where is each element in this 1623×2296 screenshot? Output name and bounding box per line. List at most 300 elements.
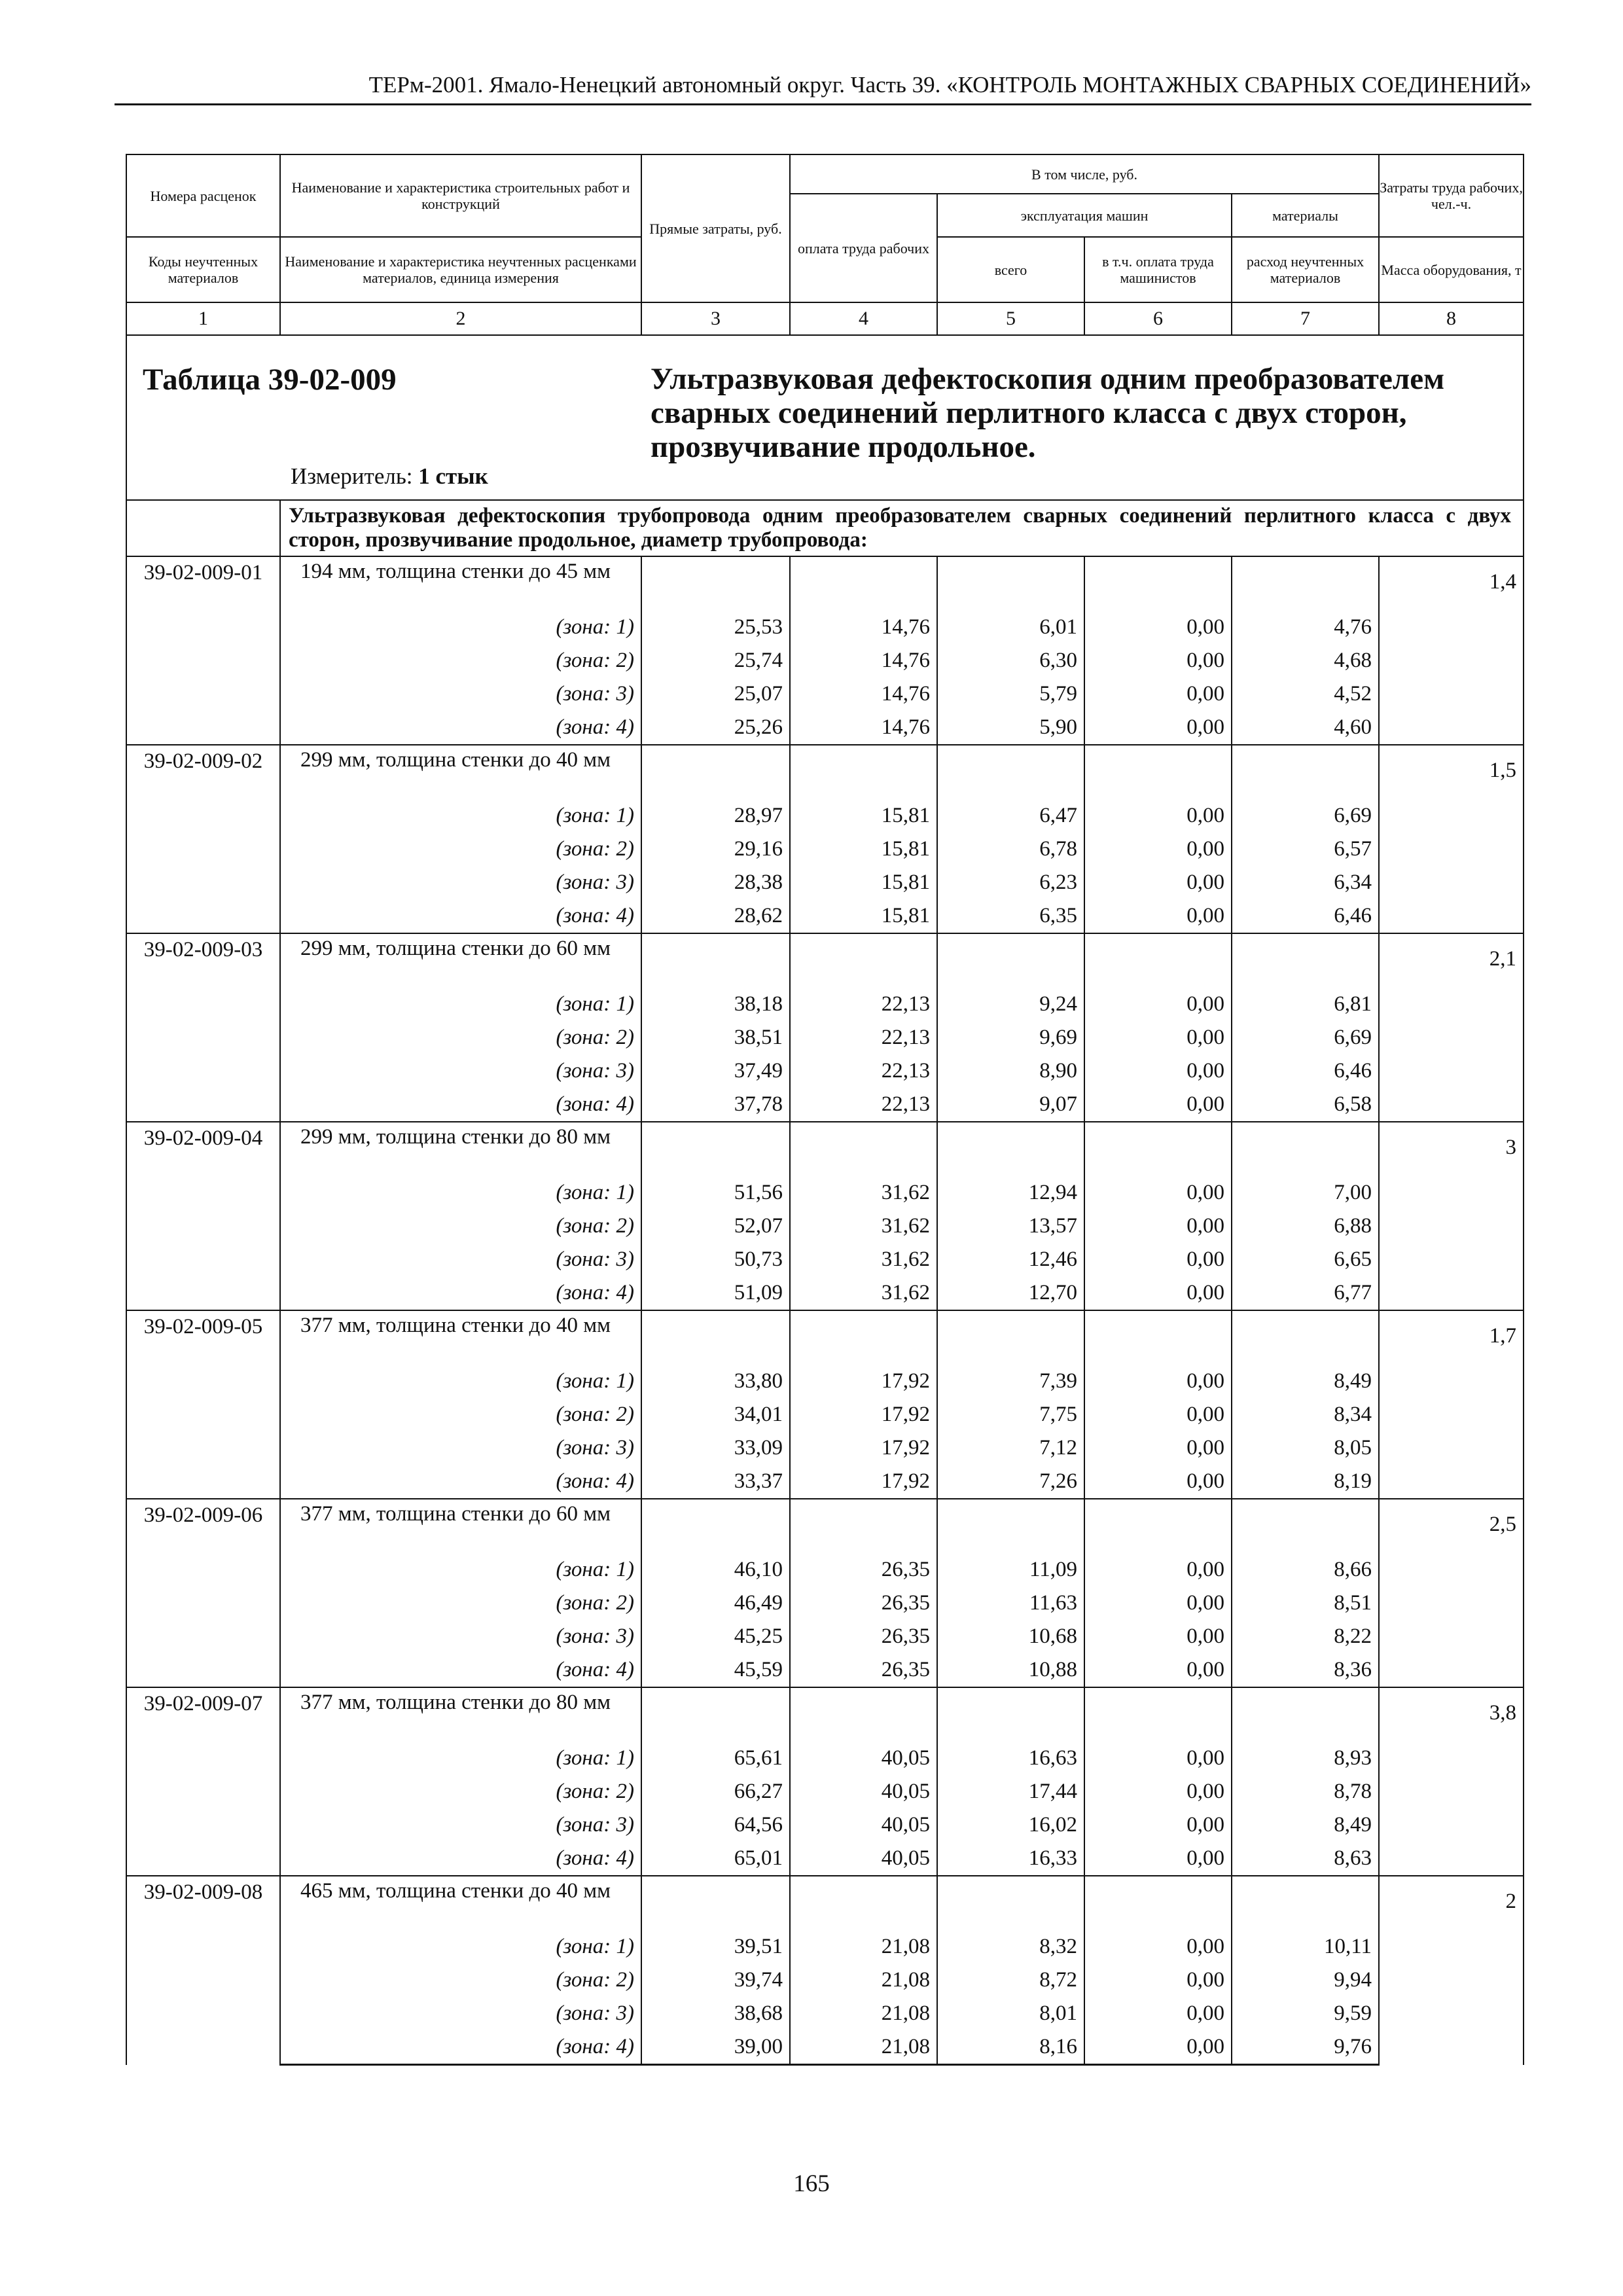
col-machines-total-header: всего bbox=[937, 237, 1084, 302]
empty-cell bbox=[641, 1876, 790, 1930]
equipment-mass: 2 bbox=[1379, 1876, 1524, 2065]
direct-cost: 25,07 bbox=[641, 677, 790, 711]
materials: 6,69 bbox=[1232, 799, 1379, 833]
zone-label: (зона: 3) bbox=[280, 1997, 641, 2030]
table-row bbox=[126, 1876, 1524, 1930]
materials: 8,51 bbox=[1232, 1587, 1379, 1620]
col-direct-header: Прямые затраты, руб. bbox=[641, 154, 790, 302]
machines-pay: 0,00 bbox=[1084, 1243, 1232, 1276]
materials: 8,05 bbox=[1232, 1431, 1379, 1465]
zone-row bbox=[126, 988, 1524, 1021]
direct-cost: 64,56 bbox=[641, 1808, 790, 1842]
machines-pay: 0,00 bbox=[1084, 799, 1232, 833]
machines-total: 7,39 bbox=[937, 1365, 1084, 1398]
materials: 4,52 bbox=[1232, 677, 1379, 711]
zone-row bbox=[126, 1398, 1524, 1431]
table-title-block bbox=[126, 335, 1524, 500]
machines-pay: 0,00 bbox=[1084, 1842, 1232, 1876]
direct-cost: 46,10 bbox=[641, 1553, 790, 1587]
machines-total: 6,78 bbox=[937, 833, 1084, 866]
machines-total: 12,46 bbox=[937, 1243, 1084, 1276]
direct-cost: 37,78 bbox=[641, 1088, 790, 1122]
machines-total: 6,01 bbox=[937, 611, 1084, 644]
zone-label: (зона: 2) bbox=[280, 1210, 641, 1243]
machines-pay: 0,00 bbox=[1084, 611, 1232, 644]
empty-cell bbox=[641, 1499, 790, 1553]
materials: 6,77 bbox=[1232, 1276, 1379, 1310]
machines-total: 8,72 bbox=[937, 1964, 1084, 1997]
machines-total: 17,44 bbox=[937, 1775, 1084, 1808]
zone-row bbox=[126, 1176, 1524, 1210]
zone-row bbox=[126, 799, 1524, 833]
rate-description: 377 мм, толщина стенки до 60 мм bbox=[280, 1499, 641, 1553]
labor-pay: 21,08 bbox=[790, 2030, 937, 2065]
machines-total: 8,01 bbox=[937, 1997, 1084, 2030]
direct-cost: 39,51 bbox=[641, 1930, 790, 1964]
zone-row bbox=[126, 1021, 1524, 1054]
labor-pay: 40,05 bbox=[790, 1775, 937, 1808]
direct-cost: 33,37 bbox=[641, 1465, 790, 1499]
zone-row bbox=[126, 1587, 1524, 1620]
col-code-sub-header: Коды неучтенных материалов bbox=[126, 237, 280, 302]
measure-line bbox=[291, 463, 488, 490]
zone-label: (зона: 2) bbox=[280, 1021, 641, 1054]
direct-cost: 66,27 bbox=[641, 1775, 790, 1808]
empty-cell bbox=[937, 1122, 1084, 1176]
materials: 6,46 bbox=[1232, 1054, 1379, 1088]
materials: 8,66 bbox=[1232, 1553, 1379, 1587]
zone-label: (зона: 2) bbox=[280, 1398, 641, 1431]
zone-row bbox=[126, 1054, 1524, 1088]
empty-cell bbox=[790, 933, 937, 988]
zone-row bbox=[126, 1808, 1524, 1842]
direct-cost: 51,56 bbox=[641, 1176, 790, 1210]
equipment-mass: 3 bbox=[1379, 1122, 1524, 1310]
direct-cost: 38,68 bbox=[641, 1997, 790, 2030]
rate-code: 39-02-009-07 bbox=[126, 1687, 280, 1876]
zone-row bbox=[126, 611, 1524, 644]
materials: 6,88 bbox=[1232, 1210, 1379, 1243]
machines-total: 16,33 bbox=[937, 1842, 1084, 1876]
direct-cost: 46,49 bbox=[641, 1587, 790, 1620]
machines-total: 16,02 bbox=[937, 1808, 1084, 1842]
machines-total: 5,90 bbox=[937, 711, 1084, 745]
empty-cell bbox=[1232, 933, 1379, 988]
direct-cost: 28,62 bbox=[641, 899, 790, 933]
materials: 6,81 bbox=[1232, 988, 1379, 1021]
labor-pay: 21,08 bbox=[790, 1997, 937, 2030]
machines-total: 7,75 bbox=[937, 1398, 1084, 1431]
col-number: 6 bbox=[1084, 302, 1232, 335]
col-mass-header: Масса оборудования, т bbox=[1379, 237, 1524, 302]
machines-pay: 0,00 bbox=[1084, 988, 1232, 1021]
direct-cost: 50,73 bbox=[641, 1243, 790, 1276]
machines-pay: 0,00 bbox=[1084, 1997, 1232, 2030]
equipment-mass: 2,1 bbox=[1379, 933, 1524, 1122]
col-machines-header: эксплуатация машин bbox=[937, 194, 1232, 237]
direct-cost: 51,09 bbox=[641, 1276, 790, 1310]
labor-pay: 14,76 bbox=[790, 677, 937, 711]
header-row-1 bbox=[126, 154, 1524, 194]
machines-pay: 0,00 bbox=[1084, 1964, 1232, 1997]
labor-pay: 22,13 bbox=[790, 988, 937, 1021]
zone-row bbox=[126, 1553, 1524, 1587]
zone-label: (зона: 1) bbox=[280, 1176, 641, 1210]
machines-pay: 0,00 bbox=[1084, 1553, 1232, 1587]
labor-pay: 40,05 bbox=[790, 1742, 937, 1775]
zone-label: (зона: 3) bbox=[280, 1620, 641, 1653]
zone-row bbox=[126, 711, 1524, 745]
direct-cost: 39,00 bbox=[641, 2030, 790, 2065]
direct-cost: 38,51 bbox=[641, 1021, 790, 1054]
empty-cell bbox=[1084, 933, 1232, 988]
rates-table bbox=[126, 154, 1524, 2066]
header-rule bbox=[115, 103, 1531, 105]
table-row bbox=[126, 1122, 1524, 1176]
empty-cell bbox=[641, 933, 790, 988]
zone-row bbox=[126, 677, 1524, 711]
zone-row bbox=[126, 644, 1524, 677]
zone-label: (зона: 1) bbox=[280, 988, 641, 1021]
direct-cost: 38,18 bbox=[641, 988, 790, 1021]
materials: 6,69 bbox=[1232, 1021, 1379, 1054]
machines-pay: 0,00 bbox=[1084, 1653, 1232, 1687]
col-number: 1 bbox=[126, 302, 280, 335]
machines-pay: 0,00 bbox=[1084, 1021, 1232, 1054]
labor-pay: 15,81 bbox=[790, 866, 937, 899]
table-row bbox=[126, 556, 1524, 611]
zone-row bbox=[126, 1653, 1524, 1687]
machines-total: 5,79 bbox=[937, 677, 1084, 711]
machines-pay: 0,00 bbox=[1084, 1930, 1232, 1964]
machines-total: 6,23 bbox=[937, 866, 1084, 899]
zone-row bbox=[126, 866, 1524, 899]
materials: 9,94 bbox=[1232, 1964, 1379, 1997]
zone-label: (зона: 3) bbox=[280, 1808, 641, 1842]
machines-total: 16,63 bbox=[937, 1742, 1084, 1775]
machines-total: 6,30 bbox=[937, 644, 1084, 677]
machines-pay: 0,00 bbox=[1084, 1808, 1232, 1842]
equipment-mass: 3,8 bbox=[1379, 1687, 1524, 1876]
rate-code: 39-02-009-03 bbox=[126, 933, 280, 1122]
empty-cell bbox=[790, 1122, 937, 1176]
direct-cost: 65,61 bbox=[641, 1742, 790, 1775]
labor-pay: 15,81 bbox=[790, 799, 937, 833]
zone-row bbox=[126, 1465, 1524, 1499]
materials: 6,57 bbox=[1232, 833, 1379, 866]
materials: 4,76 bbox=[1232, 611, 1379, 644]
rate-description: 377 мм, толщина стенки до 40 мм bbox=[280, 1310, 641, 1365]
measure-label: Измеритель: bbox=[291, 463, 413, 489]
labor-pay: 31,62 bbox=[790, 1276, 937, 1310]
empty-cell bbox=[937, 1499, 1084, 1553]
labor-pay: 17,92 bbox=[790, 1365, 937, 1398]
rate-description: 299 мм, толщина стенки до 60 мм bbox=[280, 933, 641, 988]
labor-pay: 17,92 bbox=[790, 1431, 937, 1465]
machines-total: 9,24 bbox=[937, 988, 1084, 1021]
empty-cell bbox=[1232, 1876, 1379, 1930]
zone-label: (зона: 3) bbox=[280, 866, 641, 899]
zone-label: (зона: 3) bbox=[280, 1054, 641, 1088]
machines-pay: 0,00 bbox=[1084, 1620, 1232, 1653]
materials: 8,49 bbox=[1232, 1365, 1379, 1398]
zone-label: (зона: 4) bbox=[280, 1653, 641, 1687]
materials: 6,58 bbox=[1232, 1088, 1379, 1122]
empty-cell bbox=[790, 1499, 937, 1553]
zone-label: (зона: 1) bbox=[280, 1742, 641, 1775]
labor-pay: 26,35 bbox=[790, 1553, 937, 1587]
machines-total: 7,12 bbox=[937, 1431, 1084, 1465]
col-materials-sub-header: расход неучтенных материалов bbox=[1232, 237, 1379, 302]
machines-total: 8,16 bbox=[937, 2030, 1084, 2065]
direct-cost: 33,09 bbox=[641, 1431, 790, 1465]
labor-pay: 17,92 bbox=[790, 1398, 937, 1431]
rate-description: 377 мм, толщина стенки до 80 мм bbox=[280, 1687, 641, 1742]
col-name-sub-header: Наименование и характеристика неучтенных расценками материалов, единица измерения bbox=[280, 237, 641, 302]
zone-row bbox=[126, 833, 1524, 866]
zone-label: (зона: 4) bbox=[280, 1842, 641, 1876]
machines-total: 12,70 bbox=[937, 1276, 1084, 1310]
empty-cell bbox=[1084, 1687, 1232, 1742]
materials: 7,00 bbox=[1232, 1176, 1379, 1210]
machines-total: 6,47 bbox=[937, 799, 1084, 833]
zone-label: (зона: 4) bbox=[280, 1088, 641, 1122]
materials: 8,36 bbox=[1232, 1653, 1379, 1687]
labor-pay: 14,76 bbox=[790, 611, 937, 644]
table-body bbox=[126, 154, 1524, 2065]
rate-description: 299 мм, толщина стенки до 80 мм bbox=[280, 1122, 641, 1176]
equipment-mass: 1,5 bbox=[1379, 745, 1524, 933]
direct-cost: 33,80 bbox=[641, 1365, 790, 1398]
rate-description: 465 мм, толщина стенки до 40 мм bbox=[280, 1876, 641, 1930]
zone-row bbox=[126, 1210, 1524, 1243]
group-row bbox=[126, 500, 1524, 556]
labor-pay: 17,92 bbox=[790, 1465, 937, 1499]
machines-total: 12,94 bbox=[937, 1176, 1084, 1210]
zone-row bbox=[126, 899, 1524, 933]
page-number: 165 bbox=[793, 2170, 830, 2197]
col-labor-pay-header: оплата труда рабочих bbox=[790, 194, 937, 302]
zone-label: (зона: 2) bbox=[280, 1964, 641, 1997]
materials: 9,59 bbox=[1232, 1997, 1379, 2030]
machines-pay: 0,00 bbox=[1084, 1276, 1232, 1310]
zone-label: (зона: 1) bbox=[280, 1930, 641, 1964]
zone-label: (зона: 4) bbox=[280, 711, 641, 745]
column-numbers-row bbox=[126, 302, 1524, 335]
labor-pay: 31,62 bbox=[790, 1176, 937, 1210]
machines-total: 9,69 bbox=[937, 1021, 1084, 1054]
labor-pay: 26,35 bbox=[790, 1653, 937, 1687]
machines-total: 11,63 bbox=[937, 1587, 1084, 1620]
zone-label: (зона: 2) bbox=[280, 1775, 641, 1808]
table-row bbox=[126, 745, 1524, 799]
zone-row bbox=[126, 1930, 1524, 1964]
col-code-header: Номера расценок bbox=[126, 154, 280, 237]
empty-cell bbox=[790, 745, 937, 799]
empty-cell bbox=[937, 745, 1084, 799]
zone-label: (зона: 4) bbox=[280, 1465, 641, 1499]
direct-cost: 37,49 bbox=[641, 1054, 790, 1088]
labor-pay: 26,35 bbox=[790, 1587, 937, 1620]
zone-row bbox=[126, 1276, 1524, 1310]
machines-pay: 0,00 bbox=[1084, 1398, 1232, 1431]
equipment-mass: 1,7 bbox=[1379, 1310, 1524, 1499]
empty-cell bbox=[937, 556, 1084, 611]
empty-cell bbox=[1232, 1687, 1379, 1742]
zone-label: (зона: 1) bbox=[280, 1553, 641, 1587]
rate-code: 39-02-009-04 bbox=[126, 1122, 280, 1310]
direct-cost: 34,01 bbox=[641, 1398, 790, 1431]
empty-cell bbox=[1232, 556, 1379, 611]
zone-label: (зона: 2) bbox=[280, 833, 641, 866]
empty-cell bbox=[641, 1122, 790, 1176]
machines-pay: 0,00 bbox=[1084, 1088, 1232, 1122]
empty-cell bbox=[790, 1687, 937, 1742]
group-spacer bbox=[126, 500, 280, 556]
zone-row bbox=[126, 1842, 1524, 1876]
machines-total: 10,68 bbox=[937, 1620, 1084, 1653]
direct-cost: 39,74 bbox=[641, 1964, 790, 1997]
zone-row bbox=[126, 1431, 1524, 1465]
labor-pay: 21,08 bbox=[790, 1930, 937, 1964]
empty-cell bbox=[1084, 1122, 1232, 1176]
machines-pay: 0,00 bbox=[1084, 711, 1232, 745]
labor-pay: 14,76 bbox=[790, 711, 937, 745]
materials: 8,34 bbox=[1232, 1398, 1379, 1431]
col-machines-pay-header: в т.ч. оплата труда машинистов bbox=[1084, 237, 1232, 302]
table-name: Ультразвуковая дефектоскопия одним преобразователем сварных соединений перлитного класса с двух сторон, прозвучивание продольное. bbox=[651, 362, 1445, 464]
col-name-header: Наименование и характеристика строительных работ и конструкций bbox=[280, 154, 641, 237]
empty-cell bbox=[641, 745, 790, 799]
zone-label: (зона: 1) bbox=[280, 799, 641, 833]
empty-cell bbox=[1232, 1122, 1379, 1176]
zone-row bbox=[126, 1775, 1524, 1808]
col-number: 4 bbox=[790, 302, 937, 335]
machines-total: 6,35 bbox=[937, 899, 1084, 933]
zone-label: (зона: 2) bbox=[280, 644, 641, 677]
labor-pay: 15,81 bbox=[790, 899, 937, 933]
machines-pay: 0,00 bbox=[1084, 1365, 1232, 1398]
labor-pay: 22,13 bbox=[790, 1021, 937, 1054]
machines-pay: 0,00 bbox=[1084, 1742, 1232, 1775]
group-title: Ультразвуковая дефектоскопия трубопровода одним преобразователем сварных соединений перлитного класса с двух сторон, прозвучивание продольное, диаметр трубопровода: bbox=[280, 500, 1524, 556]
empty-cell bbox=[1232, 745, 1379, 799]
machines-total: 7,26 bbox=[937, 1465, 1084, 1499]
direct-cost: 29,16 bbox=[641, 833, 790, 866]
labor-pay: 21,08 bbox=[790, 1964, 937, 1997]
materials: 10,11 bbox=[1232, 1930, 1379, 1964]
zone-row bbox=[126, 1243, 1524, 1276]
zone-label: (зона: 4) bbox=[280, 2030, 641, 2065]
empty-cell bbox=[1232, 1499, 1379, 1553]
materials: 4,68 bbox=[1232, 644, 1379, 677]
empty-cell bbox=[1232, 1310, 1379, 1365]
direct-cost: 25,53 bbox=[641, 611, 790, 644]
machines-total: 13,57 bbox=[937, 1210, 1084, 1243]
materials: 8,19 bbox=[1232, 1465, 1379, 1499]
zone-row bbox=[126, 1742, 1524, 1775]
machines-total: 10,88 bbox=[937, 1653, 1084, 1687]
col-materials-header: материалы bbox=[1232, 194, 1379, 237]
labor-pay: 15,81 bbox=[790, 833, 937, 866]
empty-cell bbox=[1084, 1876, 1232, 1930]
equipment-mass: 1,4 bbox=[1379, 556, 1524, 745]
col-incl-header: В том числе, руб. bbox=[790, 154, 1379, 194]
zone-label: (зона: 3) bbox=[280, 677, 641, 711]
direct-cost: 28,38 bbox=[641, 866, 790, 899]
zone-label: (зона: 3) bbox=[280, 1431, 641, 1465]
empty-cell bbox=[641, 1310, 790, 1365]
materials: 6,46 bbox=[1232, 899, 1379, 933]
labor-pay: 40,05 bbox=[790, 1842, 937, 1876]
materials: 4,60 bbox=[1232, 711, 1379, 745]
empty-cell bbox=[937, 1876, 1084, 1930]
col-labor-header: Затраты труда рабочих, чел.-ч. bbox=[1379, 154, 1524, 237]
table-number: Таблица 39-02-009 bbox=[143, 363, 397, 397]
rate-code: 39-02-009-05 bbox=[126, 1310, 280, 1499]
empty-cell bbox=[1084, 1499, 1232, 1553]
empty-cell bbox=[937, 933, 1084, 988]
direct-cost: 65,01 bbox=[641, 1842, 790, 1876]
materials: 6,65 bbox=[1232, 1243, 1379, 1276]
machines-pay: 0,00 bbox=[1084, 1465, 1232, 1499]
materials: 8,49 bbox=[1232, 1808, 1379, 1842]
materials: 8,22 bbox=[1232, 1620, 1379, 1653]
materials: 9,76 bbox=[1232, 2030, 1379, 2065]
labor-pay: 22,13 bbox=[790, 1088, 937, 1122]
materials: 8,78 bbox=[1232, 1775, 1379, 1808]
direct-cost: 25,26 bbox=[641, 711, 790, 745]
rate-code: 39-02-009-02 bbox=[126, 745, 280, 933]
machines-pay: 0,00 bbox=[1084, 1176, 1232, 1210]
col-number: 2 bbox=[280, 302, 641, 335]
rate-description: 194 мм, толщина стенки до 45 мм bbox=[280, 556, 641, 611]
empty-cell bbox=[790, 1310, 937, 1365]
empty-cell bbox=[641, 556, 790, 611]
col-number: 5 bbox=[937, 302, 1084, 335]
col-number: 7 bbox=[1232, 302, 1379, 335]
empty-cell bbox=[1084, 556, 1232, 611]
machines-total: 8,32 bbox=[937, 1930, 1084, 1964]
labor-pay: 22,13 bbox=[790, 1054, 937, 1088]
measure-value: 1 стык bbox=[418, 463, 488, 489]
zone-row bbox=[126, 1365, 1524, 1398]
table-row bbox=[126, 1687, 1524, 1742]
zone-row bbox=[126, 1964, 1524, 1997]
direct-cost: 45,25 bbox=[641, 1620, 790, 1653]
direct-cost: 45,59 bbox=[641, 1653, 790, 1687]
table-row bbox=[126, 1310, 1524, 1365]
machines-total: 8,90 bbox=[937, 1054, 1084, 1088]
rate-code: 39-02-009-08 bbox=[126, 1876, 280, 2065]
machines-pay: 0,00 bbox=[1084, 899, 1232, 933]
machines-pay: 0,00 bbox=[1084, 1210, 1232, 1243]
rate-code: 39-02-009-06 bbox=[126, 1499, 280, 1687]
materials: 8,93 bbox=[1232, 1742, 1379, 1775]
zone-row bbox=[126, 1088, 1524, 1122]
direct-cost: 28,97 bbox=[641, 799, 790, 833]
machines-pay: 0,00 bbox=[1084, 1431, 1232, 1465]
machines-pay: 0,00 bbox=[1084, 677, 1232, 711]
empty-cell bbox=[790, 1876, 937, 1930]
table-title-row bbox=[126, 335, 1524, 500]
empty-cell bbox=[1084, 745, 1232, 799]
machines-pay: 0,00 bbox=[1084, 1587, 1232, 1620]
col-number: 3 bbox=[641, 302, 790, 335]
zone-label: (зона: 4) bbox=[280, 1276, 641, 1310]
labor-pay: 40,05 bbox=[790, 1808, 937, 1842]
direct-cost: 25,74 bbox=[641, 644, 790, 677]
